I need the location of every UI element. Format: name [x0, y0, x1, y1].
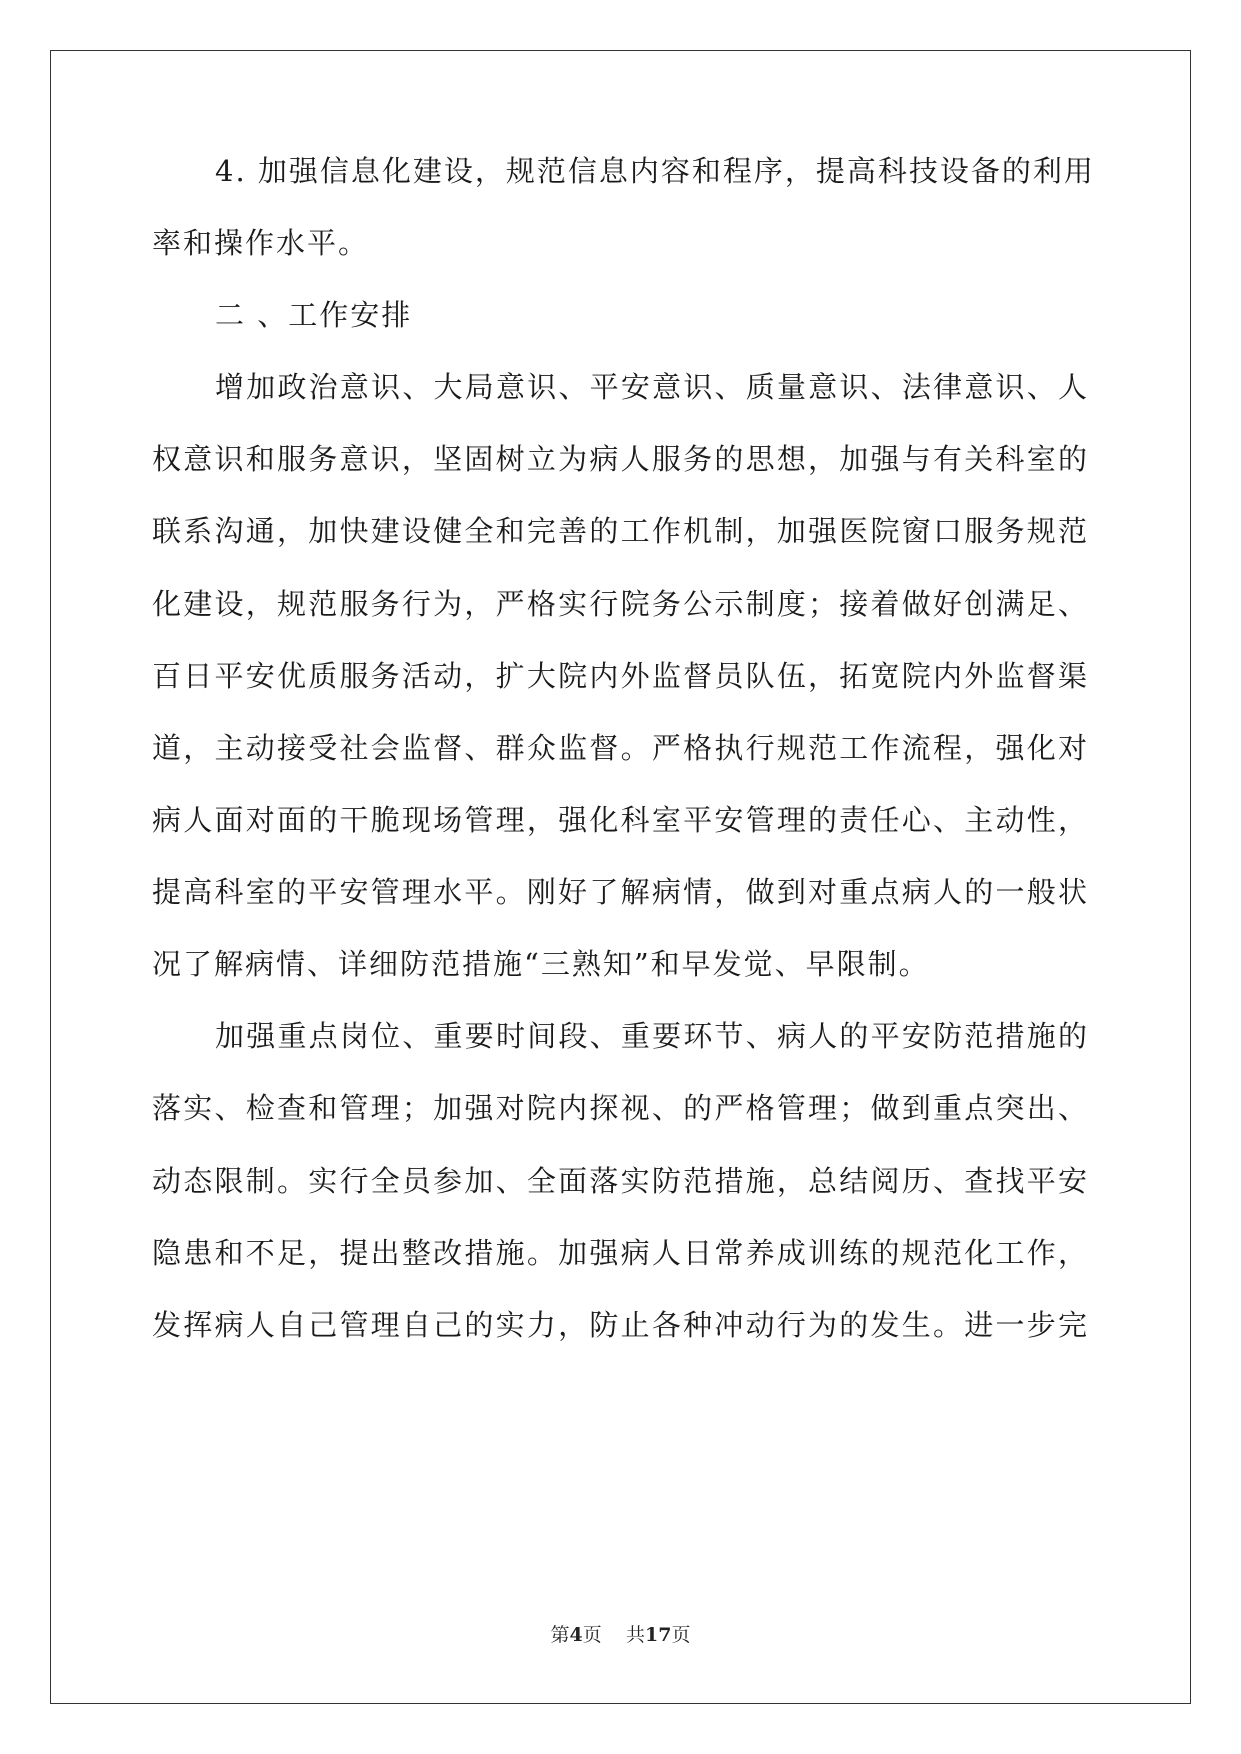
total-pages-number: 17 — [644, 1624, 672, 1646]
paragraph-item-4-line-1: 4. 加强信息化建设，规范信息内容和程序，提高科技设备的利用 — [215, 154, 1095, 188]
paragraph-1-line-8: 提高科室的平安管理水平。刚好了解病情，做到对重点病人的一般状 — [152, 875, 1089, 909]
section-heading: 二 、工作安排 — [215, 298, 413, 332]
paragraph-1-line-4: 化建设，规范服务行为，严格实行院务公示制度；接着做好创满足、 — [152, 587, 1089, 621]
page-footer — [0, 1622, 1241, 1648]
paragraph-2-line-2: 落实、检查和管理；加强对院内探视、的严格管理；做到重点突出、 — [152, 1091, 1089, 1125]
paragraph-1-line-1: 增加政治意识、大局意识、平安意识、质量意识、法律意识、人 — [215, 370, 1089, 404]
paragraph-2-line-4: 隐患和不足，提出整改措施。加强病人日常养成训练的规范化工作， — [152, 1236, 1089, 1270]
paragraph-2-line-1: 加强重点岗位、重要时间段、重要环节、病人的平安防范措施的 — [215, 1019, 1089, 1053]
footer-prefix: 第 — [550, 1624, 570, 1646]
paragraph-2-line-3: 动态限制。实行全员参加、全面落实防范措施，总结阅历、查找平安 — [152, 1164, 1089, 1198]
footer-page-label: 页 — [582, 1624, 602, 1646]
paragraph-1-line-5: 百日平安优质服务活动，扩大院内外监督员队伍，拓宽院内外监督渠 — [152, 659, 1089, 693]
current-page-number: 4 — [569, 1624, 583, 1646]
paragraph-item-4-line-2: 率和操作水平。 — [152, 226, 370, 260]
paragraph-1-line-2: 权意识和服务意识，坚固树立为病人服务的思想，加强与有关科室的 — [152, 442, 1089, 476]
paragraph-1-line-9: 况了解病情、详细防范措施“三熟知”和早发觉、早限制。 — [152, 947, 930, 981]
paragraph-1-line-3: 联系沟通，加快建设健全和完善的工作机制，加强医院窗口服务规范 — [152, 514, 1089, 548]
paragraph-1-line-7: 病人面对面的干脆现场管理，强化科室平安管理的责任心、主动性， — [152, 803, 1089, 837]
footer-total-prefix: 共 — [625, 1624, 645, 1646]
paragraph-2-line-5: 发挥病人自己管理自己的实力，防止各种冲动行为的发生。进一步完 — [152, 1308, 1089, 1342]
paragraph-1-line-6: 道，主动接受社会监督、群众监督。严格执行规范工作流程，强化对 — [152, 731, 1089, 765]
footer-suffix: 页 — [671, 1624, 691, 1646]
